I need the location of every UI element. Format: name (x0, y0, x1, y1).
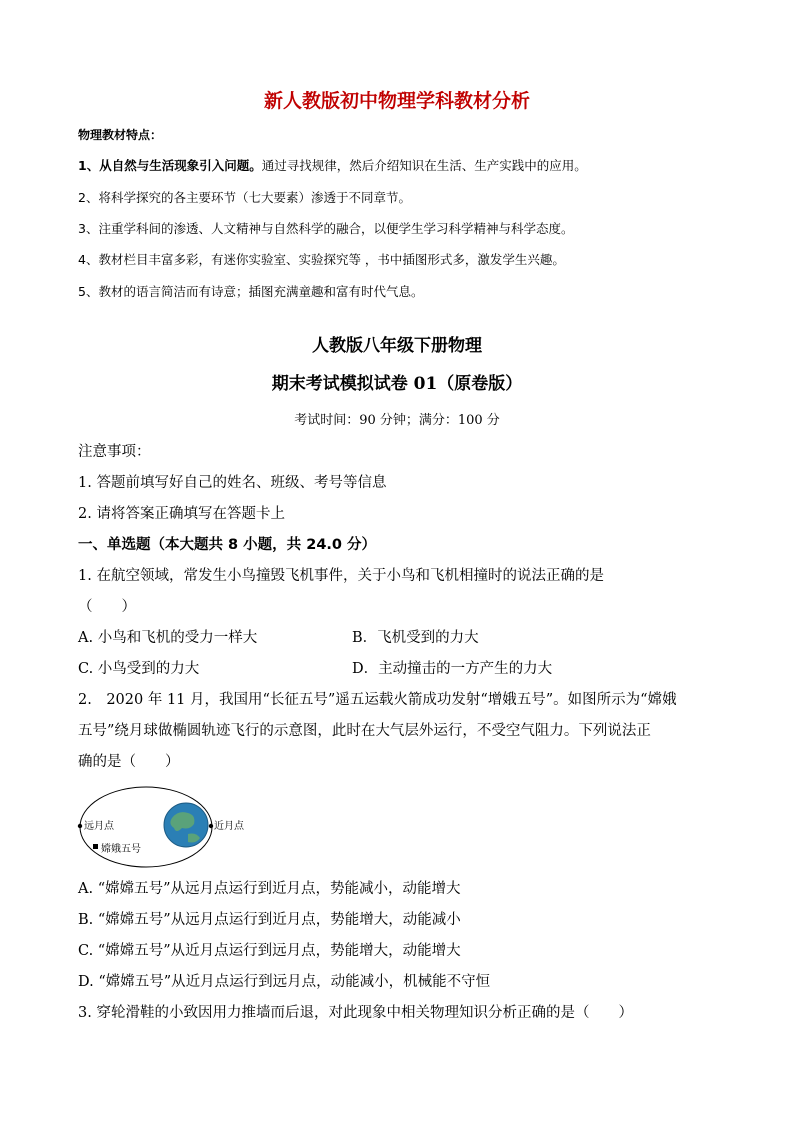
q3-stem: 3. 穿轮滑鞋的小致因用力推墙而后退，对此现象中相关物理知识分析正确的是（ ） (78, 1005, 633, 1021)
q1-option-a: A. 小鸟和飞机的受力一样大 (78, 630, 258, 646)
feature-item-4-text: 4、教材栏目丰富多彩，有迷你实验室、实验探究等 ，书中插图形式多，激发学生兴趣。 (78, 252, 565, 267)
feature-item-1-bold: 1、从自然与生活现象引入问题。 (78, 158, 262, 173)
feature-item-4 (78, 250, 565, 268)
feature-item-1-text: 通过寻找规律，然后介绍知识在生活、生产实践中的应用。 (261, 158, 587, 173)
probe-icon (93, 844, 98, 849)
q2-option-d: D. “嫦嫦五号”从近月点运行到远月点，动能减小，机械能不守恒 (78, 974, 491, 990)
feature-item-3-text: 3、注重学科间的渗透、人文精神与自然科学的融合，以便学生学习科学精神与科学态度。 (78, 221, 574, 236)
notice-2: 2. 请将答案正确填写在答题卡上 (78, 506, 285, 522)
q1-option-d: D．主动撞击的一方产生的力大 (352, 661, 553, 677)
feature-item-5-text: 5、教材的语言简洁而有诗意；插图充满童趣和富有时代气息。 (78, 284, 424, 299)
feature-item-5 (78, 282, 423, 300)
feature-item-1 (78, 156, 587, 174)
q1-option-c: C. 小鸟受到的力大 (78, 661, 200, 677)
q2-option-a: A. “嫦嫦五号”从远月点运行到近月点，势能减小，动能增大 (78, 881, 461, 897)
near-point-label: 近月点 (214, 821, 244, 832)
notice-heading: 注意事项： (78, 444, 151, 460)
q1-blank: （ ） (78, 599, 136, 615)
near-point-dot (209, 824, 213, 828)
feature-item-2 (78, 188, 411, 206)
exam-time: 考试时间：90 分钟；满分：100 分 (294, 413, 500, 428)
far-point-label: 远月点 (84, 821, 114, 832)
orbit-diagram (76, 782, 256, 872)
exam-title-paper: 期末考试模拟试卷 01（原卷版） (271, 374, 523, 394)
feature-item-3 (78, 219, 573, 237)
banner-title: 新人教版初中物理学科教材分析 (263, 90, 530, 112)
q2-line-2: 五号”绕月球做椭圆轨迹飞行的示意图，此时在大气层外运行，不受空气阻力。下列说法正 (78, 723, 651, 739)
notice-1: 1. 答题前填写好自己的姓名、班级、考号等信息 (78, 475, 387, 491)
feature-item-2-text: 2、将科学探究的各主要环节（七大要素）渗透于不同章节。 (78, 190, 411, 205)
section-heading: 一、单选题（本大题共 8 小题，共 24.0 分） (78, 537, 377, 553)
q2-option-c: C. “嫦嫦五号”从近月点运行到远月点，势能增大，动能增大 (78, 943, 461, 959)
q2-option-b: B. “嫦嫦五号”从远月点运行到近月点，势能增大，动能减小 (78, 912, 461, 928)
far-point-dot (78, 824, 82, 828)
q1-stem: 1. 在航空领域，常发生小鸟撞毁飞机事件，关于小鸟和飞机相撞时的说法正确的是 (78, 568, 604, 584)
q2-line-3: 确的是（ ） (78, 754, 180, 770)
q2-line-1: 2. 2020 年 11 月，我国用“长征五号”遥五运载火箭成功发射“增娥五号”。如图所示为“嫦娥 (78, 692, 677, 708)
features-heading: 物理教材特点： (78, 128, 163, 142)
moon-icon (164, 803, 208, 847)
q1-option-b: B．飞机受到的力大 (352, 630, 479, 646)
exam-title-grade: 人教版八年级下册物理 (312, 336, 482, 356)
probe-label: 嫦娥五号 (101, 844, 141, 855)
